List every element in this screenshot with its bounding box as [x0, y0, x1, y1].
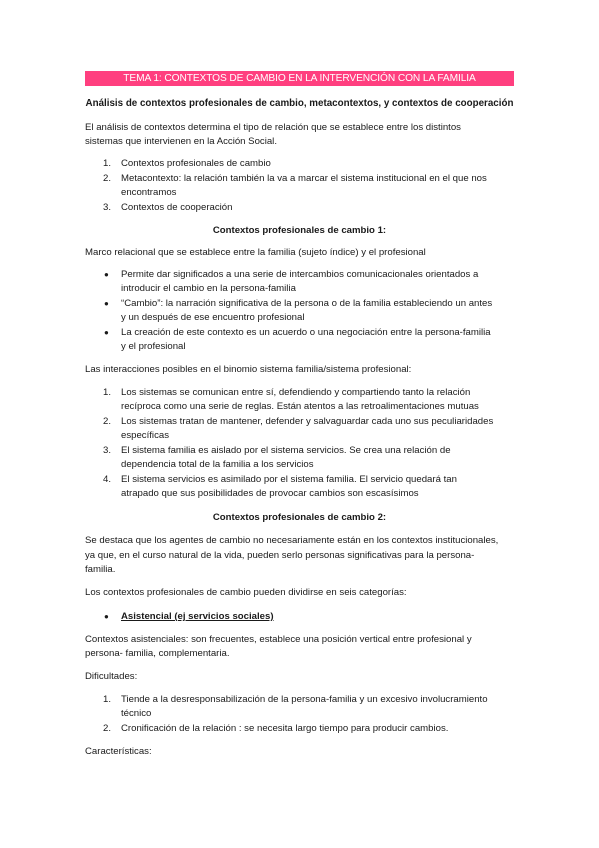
- bullet-dot-icon: ●: [104, 612, 109, 621]
- list3-item: Tiende a la desresponsabilización de la persona-familia y un excesivo involucramiento: [121, 694, 488, 705]
- document-subtitle: Análisis de contextos profesionales de cambio, metacontextos, y contextos de cooperación: [85, 98, 514, 109]
- list2-item-cont: atrapado que sus posibilidades de provocar cambios son escasísimos: [121, 488, 419, 499]
- destaca-line-1: Se destaca que los agentes de cambio no necesariamente están en los contextos institucionales,: [85, 535, 499, 546]
- list1-num: 1.: [103, 158, 112, 169]
- list2-item: El sistema servicios es asimilado por el sistema familia. El servicio quedará tan: [121, 474, 457, 485]
- bullet-item: Permite dar significados a una serie de intercambios comunicacionales orientados a: [121, 269, 479, 280]
- list1-item-cont: encontramos: [121, 187, 177, 198]
- categorias-paragraph: Los contextos profesionales de cambio pueden dividirse en seis categorías:: [85, 587, 407, 598]
- caracteristicas-label: Características:: [85, 746, 152, 757]
- asistenciales-line-1: Contextos asistenciales: son frecuentes, establece una posición vertical entre profesional y: [85, 634, 472, 645]
- list1-item: Metacontexto: la relación también la va a marcar el sistema institucional en el que nos: [121, 173, 487, 184]
- dificultades-label: Dificultades:: [85, 671, 138, 682]
- bullet-dot-icon: ●: [104, 270, 109, 279]
- bullet-item-cont: introducir el cambio en la persona-familia: [121, 283, 296, 294]
- document-title: TEMA 1: CONTEXTOS DE CAMBIO EN LA INTERVENCIÓN CON LA FAMILIA: [85, 71, 514, 86]
- asistencial-heading: Asistencial (ej servicios sociales): [121, 611, 274, 622]
- destaca-line-2: ya que, en el curso natural de la vida, pueden serlo personas significativas para la persona-: [85, 550, 475, 561]
- section-heading-1: Contextos profesionales de cambio 1:: [212, 225, 387, 236]
- bullet-item-cont: y un después de ese encuentro profesional: [121, 312, 305, 323]
- intro-line-1: El análisis de contextos determina el tipo de relación que se establece entre los distintos: [85, 122, 461, 133]
- bullet-dot-icon: ●: [104, 299, 109, 308]
- asistenciales-line-2: persona- familia, complementaria.: [85, 648, 230, 659]
- list2-num: 3.: [103, 445, 112, 456]
- list2-num: 1.: [103, 387, 112, 398]
- intro-line-2: sistemas que intervienen en la Acción Social.: [85, 136, 277, 147]
- list2-num: 2.: [103, 416, 112, 427]
- list2-item: Los sistemas tratan de mantener, defender y salvaguardar cada uno sus peculiaridades: [121, 416, 494, 427]
- list2-item-cont: dependencia total de la familia a los servicios: [121, 459, 314, 470]
- list2-item: Los sistemas se comunican entre sí, defendiendo y compartiendo tanto la relación: [121, 387, 471, 398]
- bullet-item: “Cambio”: la narración significativa de la persona o de la familia estableciendo un antes: [121, 298, 493, 309]
- bullet-item-cont: y el profesional: [121, 341, 186, 352]
- list3-num: 1.: [103, 694, 112, 705]
- list1-item: Contextos de cooperación: [121, 202, 233, 213]
- list1-num: 2.: [103, 173, 112, 184]
- list1-item: Contextos profesionales de cambio: [121, 158, 271, 169]
- section-heading-2: Contextos profesionales de cambio 2:: [212, 512, 387, 523]
- list3-item-cont: técnico: [121, 708, 152, 719]
- list1-num: 3.: [103, 202, 112, 213]
- list2-num: 4.: [103, 474, 112, 485]
- destaca-line-3: familia.: [85, 564, 116, 575]
- bullet-item: La creación de este contexto es un acuerdo o una negociación entre la persona-familia: [121, 327, 491, 338]
- marco-paragraph: Marco relacional que se establece entre la familia (sujeto índice) y el profesional: [85, 247, 426, 258]
- list2-item: El sistema familia es aislado por el sistema servicios. Se crea una relación de: [121, 445, 451, 456]
- list2-item-cont: recíproca como una serie de reglas. Están atentos a las retroalimentaciones mutuas: [121, 401, 479, 412]
- bullet-dot-icon: ●: [104, 328, 109, 337]
- list2-item-cont: específicas: [121, 430, 169, 441]
- list3-num: 2.: [103, 723, 112, 734]
- interacciones-paragraph: Las interacciones posibles en el binomio sistema familia/sistema profesional:: [85, 364, 412, 375]
- list3-item: Cronificación de la relación : se necesita largo tiempo para producir cambios.: [121, 723, 449, 734]
